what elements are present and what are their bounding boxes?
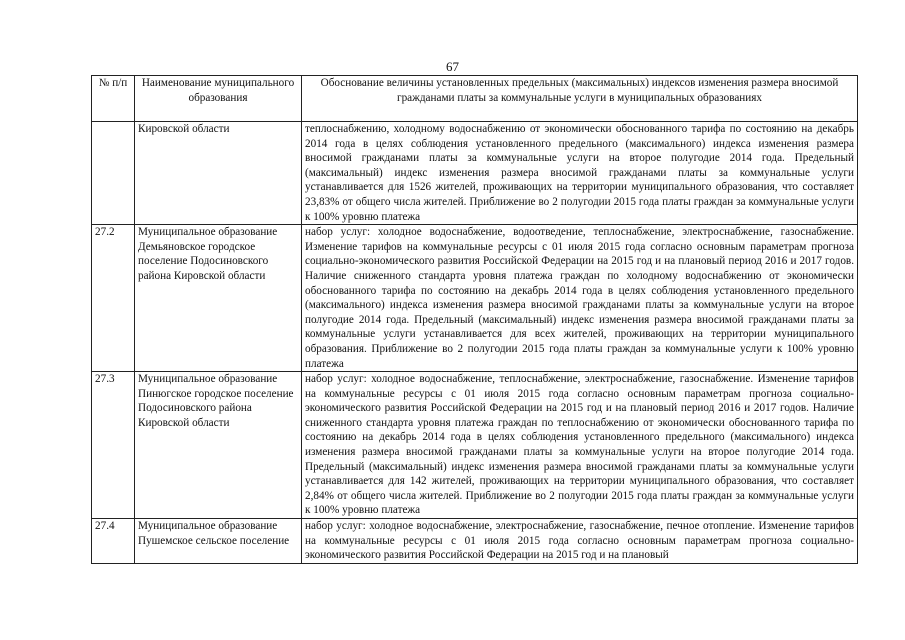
row-justification: набор услуг: холодное водоснабжение, теплоснабжение, электроснабжение, газоснабжение. Изменение тарифов на коммунальные ресурсы с 01 июля 2015 года согласно основным параметрам прогноза социально-экономического развития Российской Федерации на 2015 год и на плановый период 2016 и 2017 годов. Наличие сниженного стандарта уровня платежа граждан по теплоснабжению от экономически обоснованного тарифа по состоянию на декабрь 2014 года в целях соблюдения установленного предельного (максимального) индекса изменения размера вносимой гражданами платы за коммунальные услуги на второе полугодие 2014 года. Предельный (максимальный) индекс изменения размера вносимой гражданами платы за коммунальные услуги устанавливается для 142 жителей, проживающих на территории муниципального образования, что составляет 2,84% от общего числа жителей. Приближение во 2 полугодии 2015 года платы граждан за коммунальные услуги к 100% уровню платежа [302,372,858,519]
row-municipality-name: Кировской области [135,122,302,225]
row-municipality-name: Муниципальное образование Пушемское сельское поселение [135,519,302,564]
row-number [92,122,135,225]
row-justification: набор услуг: холодное водоснабжение, водоотведение, теплоснабжение, электроснабжение, газоснабжение. Изменение тарифов на коммунальные ресурсы с 01 июля 2015 года согласно основным параметрам прогноза социально-экономического развития Российской Федерации на 2015 год и на плановый период 2016 и 2017 годов. Наличие сниженного стандарта уровня платежа граждан по холодному водоснабжению от экономически обоснованного тарифа по состоянию на декабрь 2014 года в целях соблюдения установленного предельного (максимального) индекса изменения размера вносимой гражданами платы за коммунальные услуги на второе полугодие 2014 года. Предельный (максимальный) индекс изменения размера вносимой гражданами платы за коммунальные услуги устанавливается для всех жителей, проживающих на территории муниципального образования. Приближение во 2 полугодии 2015 года платы граждан за коммунальные услуги к 100% уровню платежа [302,225,858,372]
row-municipality-name: Муниципальное образование Демьяновское городское поселение Подосиновского района Кировской области [135,225,302,372]
table-row [92,519,858,564]
row-number: 27.3 [92,372,135,519]
table-row [92,225,858,372]
table-row [92,372,858,519]
header-municipality-name: Наименование муниципального образования [135,76,302,122]
table-row [92,122,858,225]
row-justification: набор услуг: холодное водоснабжение, электроснабжение, газоснабжение, печное отопление. Изменение тарифов на коммунальные ресурсы с 01 июля 2015 года согласно основным параметрам прогноза социально-экономического развития Российской Федерации на 2015 год и на плановый [302,519,858,564]
header-justification: Обоснование величины установленных предельных (максимальных) индексов изменения размера вносимой гражданами платы за коммунальные услуги в муниципальных образованиях [302,76,858,122]
row-number: 27.4 [92,519,135,564]
row-justification: теплоснабжению, холодному водоснабжению от экономически обоснованного тарифа по состоянию на декабрь 2014 года в целях соблюдения установленного предельного (максимального) индекса изменения размера вносимой гражданами платы за коммунальные услуги на второе полугодие 2014 года. Предельный (максимальный) индекс изменения размера вносимой гражданами платы за коммунальные услуги устанавливается для 1526 жителей, проживающих на территории муниципального образования, что составляет 23,83% от общего числа жителей. Приближение во 2 полугодии 2015 года платы граждан за коммунальные услуги к 100% уровню платежа [302,122,858,225]
page-number: 67 [446,59,459,74]
tariff-index-table [91,75,858,564]
header-number: № п/п [92,76,135,122]
row-municipality-name: Муниципальное образование Пинюгское городское поселение Подосиновского района Кировской области [135,372,302,519]
row-number: 27.2 [92,225,135,372]
table-header-row [92,76,858,122]
